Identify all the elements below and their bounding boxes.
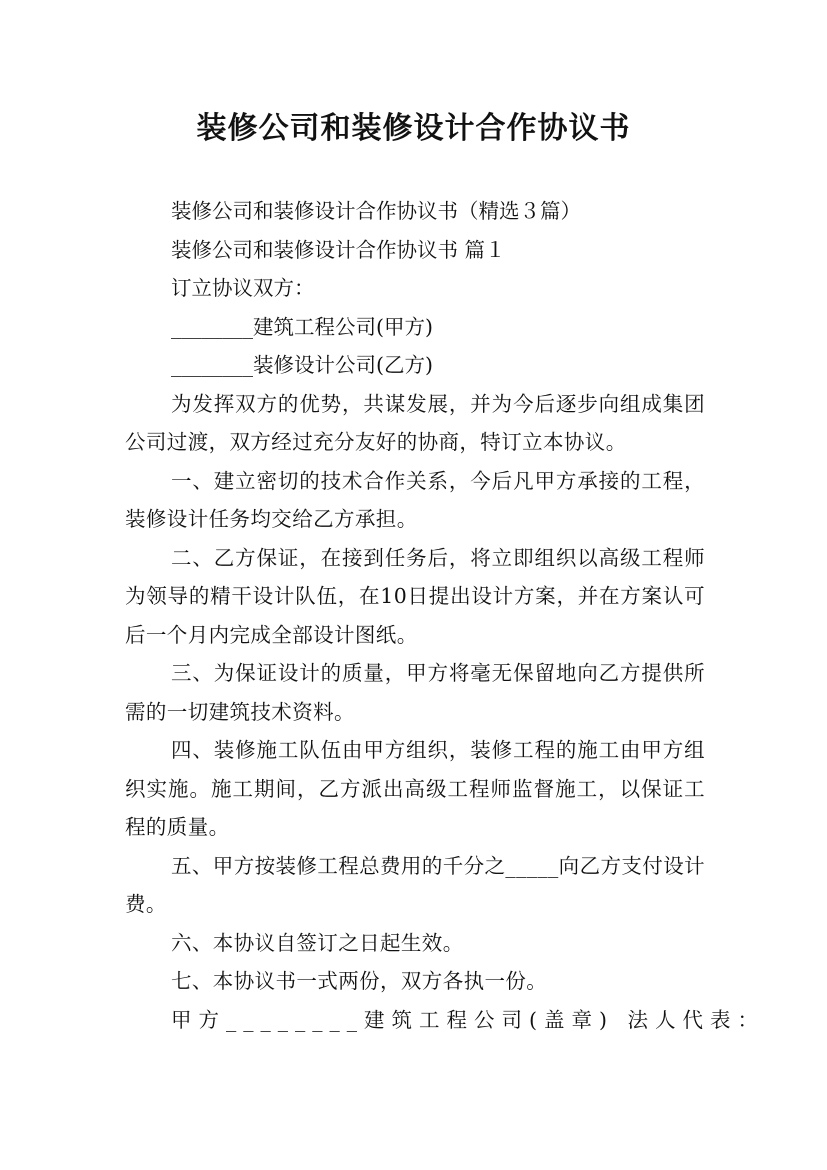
clause-2: 二、乙方保证，在接到任务后，将立即组织以高级工程师为领导的精干设计队伍，在10日提出设计方案，并在方案认可后一个月内完成全部设计图纸。	[125, 545, 705, 647]
party-a-line: ________建筑工程公司(甲方)	[171, 314, 433, 339]
signature-line: 甲方________建筑工程公司(盖章) 法人代表：	[171, 1007, 766, 1032]
clause-6: 六、本协议自签订之日起生效。	[171, 930, 464, 955]
document-title: 装修公司和装修设计合作协议书	[196, 111, 631, 146]
clause-5: 五、甲方按装修工程总费用的千分之_____向乙方支付设计费。	[125, 853, 705, 916]
party-b-line: ________装修设计公司(乙方)	[171, 353, 433, 377]
intro-paragraph: 为发挥双方的优势，共谋发展，并为今后逐步向组成集团公司过渡，双方经过充分友好的协商，特订立本协议。	[125, 391, 705, 454]
clause-3: 三、为保证设计的质量，甲方将毫无保留地向乙方提供所需的一切建筑技术资料。	[125, 661, 705, 724]
clause-4: 四、装修施工队伍由甲方组织，装修工程的施工由甲方组织实施。施工期间，乙方派出高级工程师监督施工，以保证工程的质量。	[125, 738, 705, 839]
document-subtitle: 装修公司和装修设计合作协议书（精选３篇）	[171, 199, 581, 223]
part-heading: 装修公司和装修设计合作协议书 篇１	[171, 237, 506, 262]
parties-label: 订立协议双方：	[171, 276, 315, 300]
clause-7: 七、本协议书一式两份，双方各执一份。	[171, 969, 548, 993]
document-body	[125, 192, 766, 1039]
clause-1: 一、建立密切的技术合作关系，今后凡甲方承接的工程，装修设计任务均交给乙方承担。	[125, 468, 705, 531]
